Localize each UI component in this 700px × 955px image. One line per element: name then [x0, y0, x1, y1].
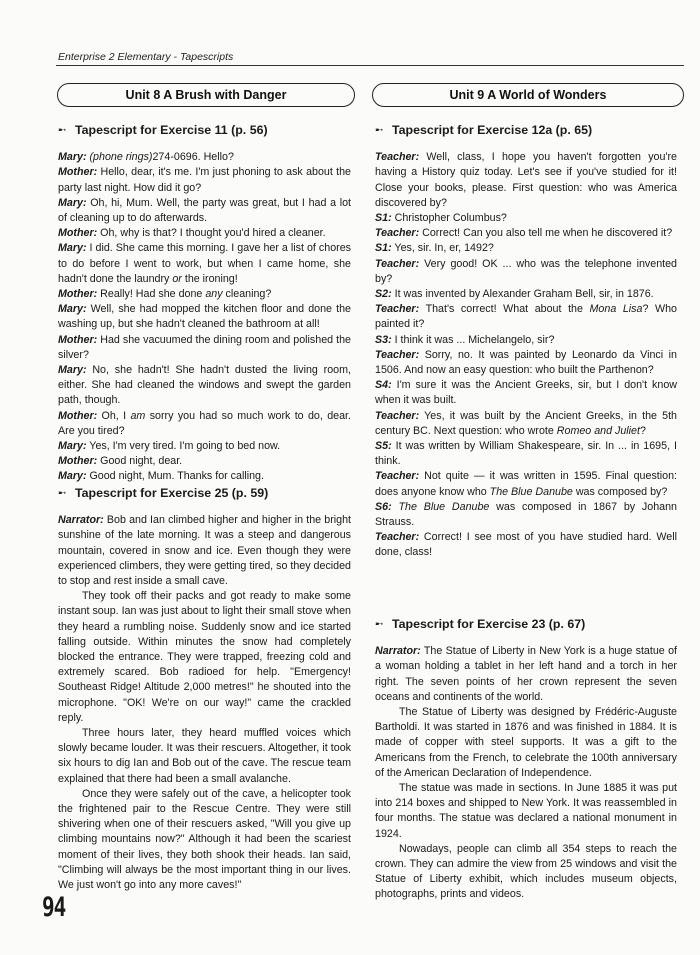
- line-text: Oh, I: [97, 409, 131, 422]
- italic-text: or: [172, 272, 182, 285]
- dialogue-ex11: [58, 150, 351, 484]
- dialogue-line: [375, 378, 677, 408]
- speaker-label: Teacher:: [375, 470, 420, 483]
- speaker-label: Mary:: [58, 303, 87, 316]
- narrative-paragraph: [375, 705, 677, 781]
- line-text: No, she hadn't! She hadn't dusted the living room, either. She had cleaned the windows and swept the garden path, though.: [58, 364, 351, 407]
- line-text: was composed in 1867 by Johann Strauss.: [375, 500, 677, 529]
- speaker-label: Narrator:: [58, 514, 104, 527]
- line-text: 274-0696. Hello?: [152, 151, 234, 164]
- dialogue-line: [58, 150, 351, 165]
- line-text: It was written by William Shakespeare, sir. In ... in 1695, I think.: [375, 440, 677, 468]
- dialogue-line: [58, 333, 351, 363]
- speaker-label: Mary:: [58, 151, 87, 164]
- narrative-paragraph: [58, 589, 351, 726]
- line-text: ?: [639, 424, 646, 437]
- speaker-label: S1:: [375, 212, 392, 225]
- line-text: Christopher Columbus?: [391, 212, 507, 225]
- line-text: I did. She came this morning. I gave her a list of chores to do before I went to work, but when I came home, she hadn't done the laundry: [58, 242, 351, 285]
- running-header: Enterprise 2 Elementary - Tapescripts: [58, 51, 234, 63]
- line-text: Very good! OK ... who was the telephone invented by?: [375, 257, 677, 285]
- speaker-label: Teacher:: [375, 531, 420, 544]
- line-text: Had she vacuumed the dining room and polished the silver?: [58, 333, 351, 361]
- line-text: cleaning?: [222, 288, 272, 301]
- dialogue-line: [58, 363, 351, 409]
- line-text: It was invented by Alexander Graham Bell, sir, in 1876.: [391, 288, 654, 301]
- line-text: Correct! I see most of you have studied hard. Well done, class!: [375, 531, 677, 559]
- paragraph-text: The statue was made in sections. In June 1885 it was put into 214 boxes and shipped to New York. It was reassembled in four months. The statue was declared a national monument in 1924.: [375, 782, 677, 840]
- line-text: Hello, dear, it's me. I'm just phoning to ask about the party last night. How did it go?: [58, 166, 351, 194]
- speaker-label: Mother:: [58, 166, 98, 179]
- dialogue-line: [375, 257, 677, 287]
- narrative-paragraph: [375, 842, 677, 903]
- speaker-label: Teacher:: [375, 409, 420, 422]
- paragraph-text: The Statue of Liberty in New York is a huge statue of a woman holding a tablet in her left hand and a torch in her right. The seven points of her crown represent the seven oceans and continents of the world.: [375, 645, 677, 703]
- dialogue-line: [58, 196, 351, 226]
- italic-text: (phone rings): [89, 151, 153, 164]
- dialogue-line: [375, 469, 677, 499]
- unit-9-heading: Unit 9 A World of Wonders: [372, 83, 684, 107]
- line-text: was composed by?: [572, 485, 668, 498]
- speaker-label: Mother:: [58, 288, 98, 301]
- line-text: Yes, sir. In, er, 1492?: [391, 242, 494, 255]
- line-text: Yes, it was built by the Ancient Greeks, in the 5th century BC. Next question: who wrote: [375, 409, 677, 437]
- line-text: sorry you had so much work to do, dear. Are you tired?: [58, 409, 351, 437]
- dialogue-line: [58, 226, 351, 241]
- speaker-label: Narrator:: [375, 645, 421, 658]
- line-text: I'm sure it was the Ancient Greeks, sir, but I don't know when it was built.: [375, 379, 677, 407]
- arrow-icon: ➸: [375, 619, 384, 630]
- arrow-icon: ➸: [375, 125, 384, 136]
- speaker-label: Mary:: [58, 242, 87, 255]
- line-text: Oh, why is that? I thought you'd hired a cleaner.: [97, 227, 326, 240]
- right-column-lower: [375, 617, 677, 903]
- narrative-paragraph: [58, 787, 351, 893]
- dialogue-line: [375, 530, 677, 560]
- speaker-label: Mother:: [58, 333, 98, 346]
- speaker-label: Teacher:: [375, 303, 420, 316]
- dialogue-line: [375, 333, 677, 348]
- line-text: Correct! Can you also tell me when he discovered it?: [419, 227, 673, 240]
- paragraph-text: Bob and Ian climbed higher and higher in the bright sunshine of the late morning. It was a steep and dangerous mountain, covered in snow and ice. Even though they were experienced climbers, they were getting tired, so they decided to stop and rest inside a small cave.: [58, 514, 351, 588]
- dialogue-line: [375, 241, 677, 256]
- speaker-label: Teacher:: [375, 151, 420, 164]
- dialogue-line: [375, 226, 677, 241]
- dialogue-line: [375, 302, 677, 332]
- speaker-label: S2:: [375, 288, 392, 301]
- narrative-ex23: [375, 644, 677, 902]
- italic-text: Mona Lisa: [589, 303, 643, 316]
- arrow-icon: ➸: [58, 125, 67, 136]
- tapescript-title-ex11: ➸ Tapescript for Exercise 11 (p. 56): [58, 123, 268, 137]
- header-rule: [56, 65, 684, 66]
- line-text: ? Who painted it?: [375, 303, 678, 331]
- left-column: [58, 123, 351, 485]
- line-text: Sorry, no. It was painted by Leonardo da Vinci in 1506. And now an easy question: who built the Parthenon?: [375, 348, 677, 377]
- dialogue-line: [58, 454, 351, 469]
- line-text: Not quite — it was written in 1595. Final question: does anyone know who: [375, 470, 677, 498]
- speaker-label: Mary:: [58, 470, 87, 483]
- dialogue-ex12a: [375, 150, 677, 560]
- line-text: Yes, I'm very tired. I'm going to bed now.: [86, 440, 281, 453]
- unit-8-heading: Unit 8 A Brush with Danger: [57, 83, 355, 107]
- tapescript-title-ex25: ➸ Tapescript for Exercise 25 (p. 59): [58, 486, 269, 500]
- line-text: Well, she had mopped the kitchen floor and done the washing up, but she hadn't cleaned the bathroom at all!: [58, 303, 351, 331]
- line-text: Really! Had she done: [97, 288, 206, 301]
- speaker-label: Mother:: [58, 227, 98, 240]
- paragraph-text: Nowadays, people can climb all 354 steps to reach the crown. They can admire the view from 25 windows and visit the Statue of Liberty exhibit, which includes museum objects, photographs, prints and videos.: [375, 842, 677, 901]
- line-text: I think it was ... Michelangelo, sir?: [391, 333, 555, 346]
- line-text: Well, class, I hope you haven't forgotten you're having a History quiz today. Let's see if you've studied for it! Close your books, please. First question: who was America discovered by?: [375, 151, 677, 209]
- dialogue-line: [375, 409, 677, 439]
- left-column-lower: [58, 486, 351, 893]
- narrative-paragraph: [58, 726, 351, 787]
- right-column: [375, 123, 677, 561]
- italic-text: The Blue Danube: [489, 485, 573, 498]
- dialogue-line: [375, 211, 677, 226]
- paragraph-text: Once they were safely out of the cave, a helicopter took the frightened pair to the Rescue Centre. They were still shivering when one of their rescuers asked, "Will you give up climbing mountains now?" Although it had been the scariest moment of their lives, they both shook their heads. Ian said, "Climbing will always be the most important thing in our lives. We just won't go into any more caves!": [58, 787, 351, 892]
- line-text: Oh, hi, Mum. Well, the party was great, but I had a lot of cleaning up to do afterwards.: [58, 196, 351, 225]
- paragraph-text: They took off their packs and got ready to make some instant soup. Ian was just about to light their small stove when they heard a rumbling noise. Suddenly snow and ice started falling outside. Within minutes the snow had completely blocked the entrance. They were trapped, freezing cold and extremely scared. Bob radioed for help. "Emergency! Southeast Ridge! Altitude 2,000 metres!" he shouted into the microphone. "OK! We're on our way!" came the crackled reply.: [58, 590, 351, 724]
- speaker-label: Teacher:: [375, 227, 420, 240]
- speaker-label: Mary:: [58, 364, 87, 377]
- speaker-label: Teacher:: [375, 348, 420, 361]
- speaker-label: Teacher:: [375, 257, 420, 270]
- speaker-label: S3:: [375, 333, 392, 346]
- italic-text: am: [130, 409, 146, 422]
- dialogue-line: [58, 302, 351, 332]
- speaker-label: Mother:: [58, 455, 98, 468]
- tapescript-title-ex23: ➸ Tapescript for Exercise 23 (p. 67): [375, 617, 586, 631]
- narrative-paragraph: [375, 644, 677, 705]
- speaker-label: S5:: [375, 440, 392, 453]
- dialogue-line: [375, 439, 677, 469]
- paragraph-text: The Statue of Liberty was designed by Frédéric-Auguste Bartholdi. It was started in 1876 and was finished in 1884. It is made of copper with steel supports. It was a gift to the Americans from the French, to celebrate the 100th anniversary of the American Declaration of Independence.: [375, 706, 677, 779]
- speaker-label: Mother:: [58, 409, 98, 422]
- italic-text: The Blue Danube: [398, 500, 490, 513]
- narrative-paragraph: [58, 513, 351, 589]
- line-text: Good night, Mum. Thanks for calling.: [86, 470, 264, 483]
- dialogue-line: [375, 348, 677, 378]
- dialogue-line: [58, 241, 351, 287]
- dialogue-line: [375, 500, 677, 530]
- dialogue-line: [58, 439, 351, 454]
- dialogue-line: [375, 287, 677, 302]
- narrative-ex25: [58, 513, 351, 893]
- dialogue-line: [58, 409, 351, 439]
- italic-text: Romeo and Juliet: [556, 424, 640, 437]
- line-text: That's correct! What about the: [419, 303, 590, 316]
- dialogue-line: [58, 287, 351, 302]
- arrow-icon: ➸: [58, 488, 67, 499]
- speaker-label: S1:: [375, 242, 392, 255]
- speaker-label: Mary:: [58, 440, 87, 453]
- line-text: the ironing!: [181, 272, 238, 285]
- line-text: Good night, dear.: [97, 455, 183, 468]
- dialogue-line: [58, 469, 351, 484]
- speaker-label: S6:: [375, 500, 392, 513]
- dialogue-line: [58, 165, 351, 195]
- paragraph-text: Three hours later, they heard muffled voices which slowly became louder. It was their rescuers. Altogether, it took six hours to dig Ian and Bob out of the cave. The rescue team explained that there had been a small avalanche.: [58, 727, 351, 785]
- dialogue-line: [375, 150, 677, 211]
- speaker-label: S4:: [375, 379, 392, 392]
- page-number: 94: [42, 892, 66, 922]
- speaker-label: Mary:: [58, 196, 87, 209]
- narrative-paragraph: [375, 781, 677, 842]
- italic-text: any: [205, 288, 223, 301]
- tapescript-title-ex12a: ➸ Tapescript for Exercise 12a (p. 65): [375, 123, 593, 137]
